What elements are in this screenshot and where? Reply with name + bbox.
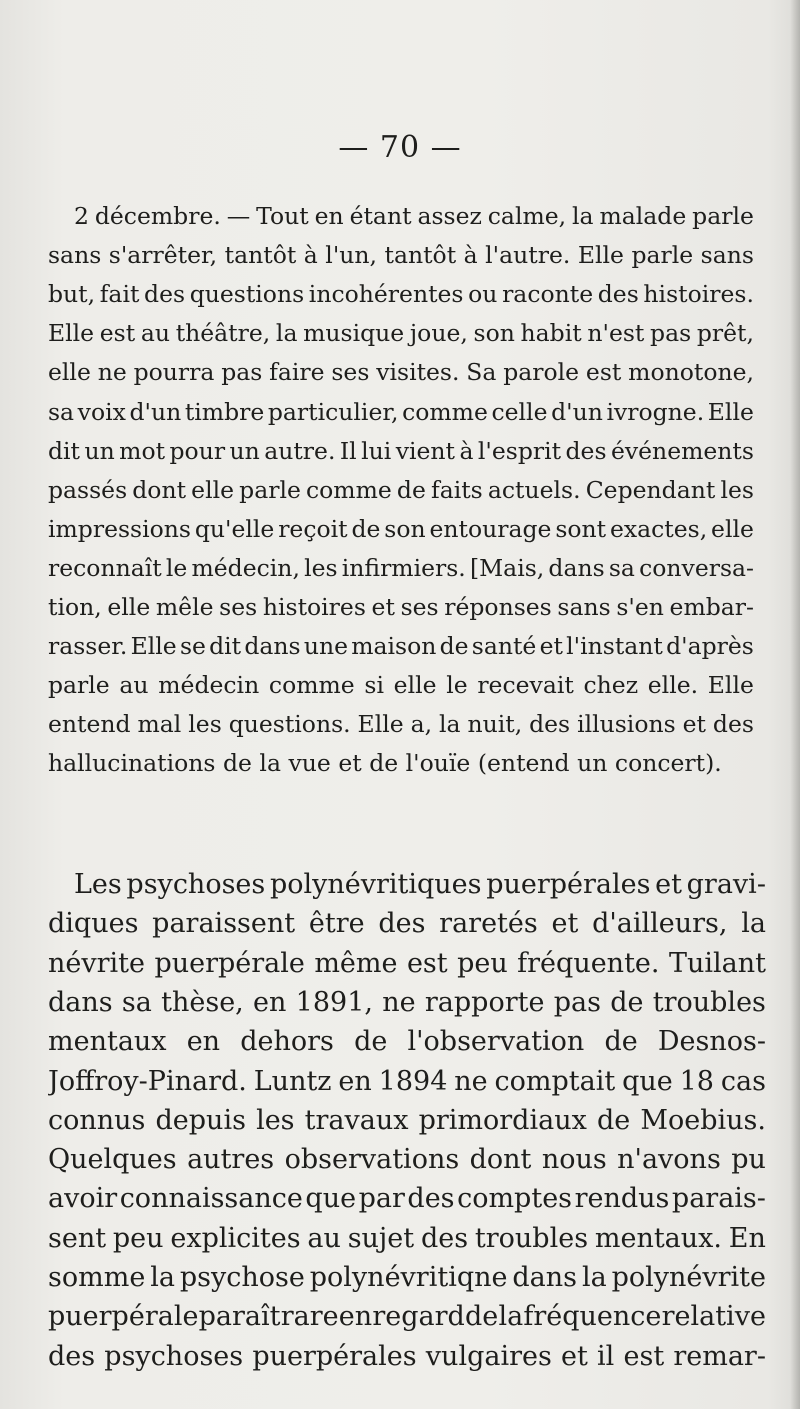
text-line: reconnaît le médecin, les infirmiers. [Mais, dans sa conversa- [48,553,754,582]
text-line: rasser. Elle se dit dans une maison de santé et l'instant d'après [48,632,754,661]
text-line: sent peu explicites au sujet des troubles mentaux. En [48,1222,766,1254]
text-line: impressions qu'elle reçoit de son entourage sont exactes, elle [48,514,754,543]
text-line: Elle est au théâtre, la musique joue, son habit n'est pas prêt, [48,319,754,348]
page-number: — 70 — [338,130,462,165]
text-line: névrite puerpérale même est peu fréquente. Tuilant [48,947,766,979]
text-line: avoir connaissance que par des comptes rendus parais- [48,1183,766,1215]
text-line: Quelques autres observations dont nous n'avons pu [48,1144,766,1176]
text-line: entend mal les questions. Elle a, la nuit, des illusions et des [48,710,754,739]
text-line: hallucinations de la vue et de l'ouïe (entend un concert). [48,749,722,778]
text-line: parle au médecin comme si elle le recevait chez elle. Elle [48,671,754,700]
text-line: passés dont elle parle comme de faits actuels. Cependant les [48,475,754,504]
text-line: dit un mot pour un autre. Il lui vient à l'esprit des événements [48,436,754,465]
text-line: sa voix d'un timbre particulier, comme celle d'un ivrogne. Elle [48,397,754,426]
text-line: 2 décembre. — Tout en étant assez calme, la malade parle [74,202,754,230]
text-line: dans sa thèse, en 1891, ne rapporte pas de troubles [48,986,766,1018]
text-line: connus depuis les travaux primordiaux de Moebius. [48,1104,766,1136]
text-line: mentaux en dehors de l'observation de Desnos- [48,1026,766,1058]
text-line: sans s'arrêter, tantôt à l'un, tantôt à l'autre. Elle parle sans [48,241,754,270]
text-line: des psychoses puerpérales vulgaires et il est remar- [48,1340,766,1372]
text-line: elle ne pourra pas faire ses visites. Sa parole est monotone, [48,358,754,387]
text-line: diques paraissent être des raretés et d'ailleurs, la [48,908,766,940]
text-line: somme la psychose polynévritiqne dans la polynévrite [48,1262,766,1293]
text-line: tion, elle mêle ses histoires et ses réponses sans s'en embar- [48,593,754,621]
page-edge-shadow [790,0,800,1409]
text-line: Les psychoses polynévritiques puerpérales et gravi- [74,869,766,900]
text-line: Joffroy-Pinard. Luntz en 1894 ne comptait que 18 cas [48,1065,766,1097]
text-line: but, fait des questions incohérentes ou raconte des histoires. [48,280,754,309]
text-line: puerpérale paraît rare en regard de la fréquence relative [48,1301,766,1333]
